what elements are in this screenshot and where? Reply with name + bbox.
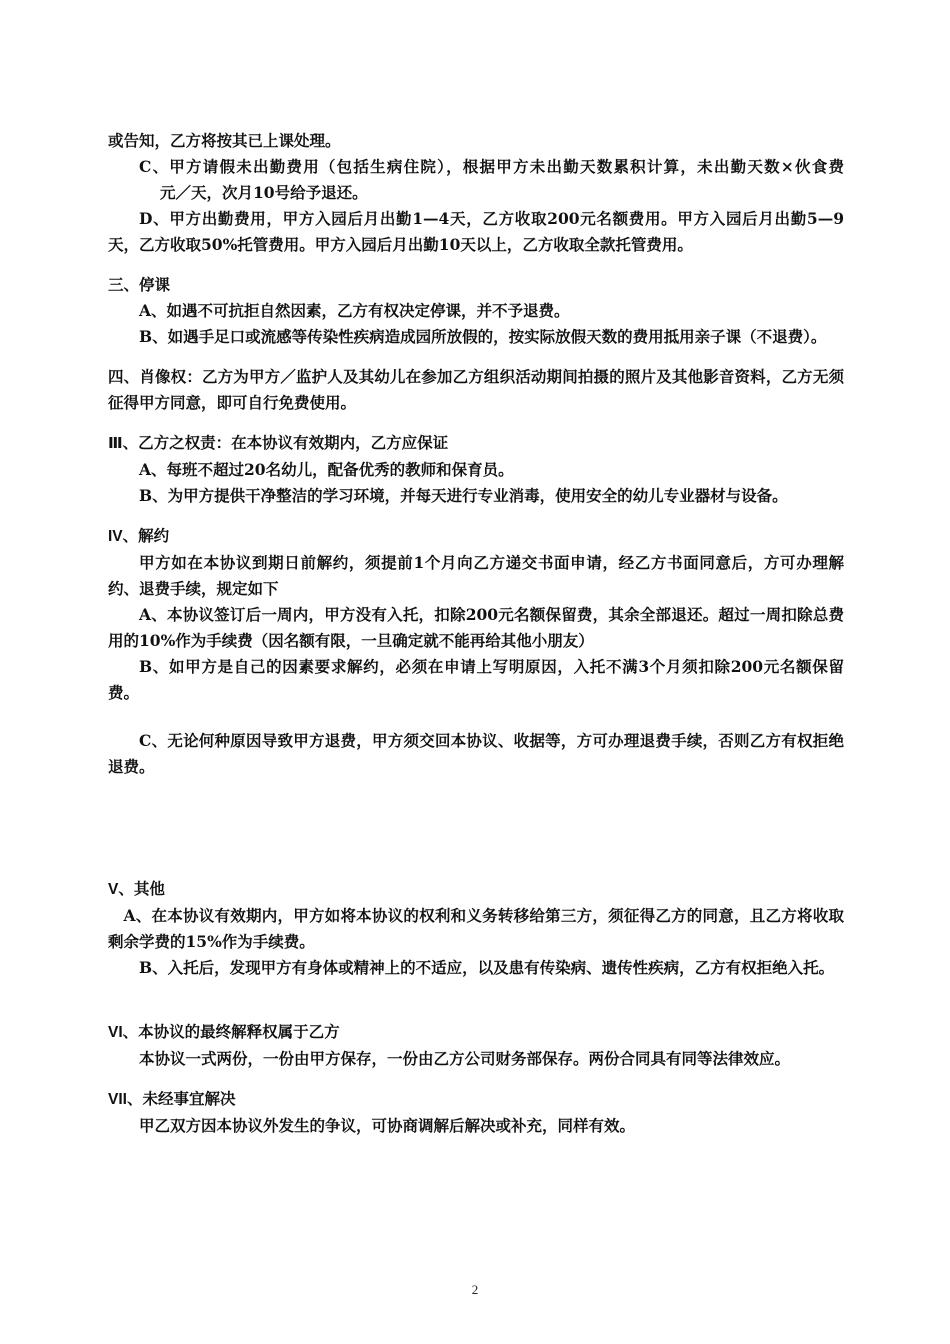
- section-v-numeral: V: [108, 881, 119, 898]
- section-vii-text: 甲乙双方因本协议外发生的争议，可协商调解后解决或补充，同样有效。: [139, 1116, 636, 1135]
- section-vi-heading: [108, 1019, 844, 1046]
- paragraph-continuation: 或告知，乙方将按其已上课处理。: [108, 131, 341, 150]
- clause-c-text-part2: 元／天，次月10号给予退还。: [160, 183, 368, 202]
- section-v-heading: [108, 876, 844, 903]
- section-3-clause-a: A、如遇不可抗拒自然因素，乙方有权决定停课，并不予退费。: [139, 301, 570, 320]
- section-v-clause-a: A、在本协议有效期内，甲方如将本协议的权利和义务转移给第三方，须征得乙方的同意，且乙方将收取剩余学费的15%作为手续费。: [108, 906, 844, 951]
- section-vii-heading: [108, 1086, 844, 1113]
- section-3-clause-b: B、如遇手足口或流感等传染性疾病造成园所放假的，按实际放假天数的费用抵用亲子课（不退费）。: [139, 327, 827, 346]
- section-iii-clause-b: B、为甲方提供干净整洁的学习环境，并每天进行专业消毒，使用安全的幼儿专业器材与设备。: [139, 486, 788, 505]
- section-iv-clause-c: C、无论何种原因导致甲方退费，甲方须交回本协议、收据等，方可办理退费手续，否则乙方有权拒绝退费。: [108, 731, 844, 776]
- clause-c-leave-fees: [108, 154, 844, 206]
- clause-d-attendance-fees: D、甲方出勤费用，甲方入园后月出勤1—4天，乙方收取200元名额费用。甲方入园后月出勤5—9天，乙方收取50%托管费用。甲方入园后月出勤10天以上，乙方收取全款托管费用。: [108, 209, 844, 254]
- section-iii-numeral: Ⅲ: [108, 435, 123, 452]
- section-iii-heading: [108, 430, 844, 457]
- section-vi-text: 本协议一式两份，一份由甲方保存，一份由乙方公司财务部保存。两份合同具有同等法律效应。: [139, 1049, 791, 1068]
- section-vi-title: 、本协议的最终解释权属于乙方: [122, 1022, 340, 1041]
- section-vii-title: 、未经事宜解决: [126, 1089, 236, 1108]
- section-3-heading: 三、停课: [108, 275, 171, 294]
- section-4-portrait-rights: 四、肖像权：乙方为甲方／监护人及其幼儿在参加乙方组织活动期间拍摄的照片及其他影音资料，乙方无须征得甲方同意，即可自行免费使用。: [108, 367, 844, 412]
- page-number: 2: [471, 1282, 479, 1297]
- section-iv-title: 、解约: [122, 526, 170, 545]
- section-v-title: 、其他: [118, 879, 165, 898]
- section-vii-numeral: VII: [108, 1091, 127, 1108]
- section-iii-title: 、乙方之权责：在本协议有效期内，乙方应保证: [122, 433, 449, 452]
- section-iv-clause-b: B、如甲方是自己的因素要求解约，必须在申请上写明原因，入托不满3个月须扣除200元名额保留费。: [108, 657, 844, 702]
- section-iv-heading: [108, 523, 844, 550]
- clause-c-text-part1: C、甲方请假未出勤费用（包括生病住院），根据甲方未出勤天数累积计算，未出勤天数×伙食费: [139, 157, 844, 176]
- section-v-clause-b: B、入托后，发现甲方有身体或精神上的不适应，以及患有传染病、遗传性疾病，乙方有权拒绝入托。: [139, 958, 835, 977]
- section-iv-intro: 甲方如在本协议到期日前解约，须提前1个月向乙方递交书面申请，经乙方书面同意后，方可办理解约、退费手续，规定如下: [108, 553, 844, 598]
- section-iv-clause-a: A、本协议签订后一周内，甲方没有入托，扣除200元名额保留费，其余全部退还。超过一周扣除总费用的10%作为手续费（因名额有限，一旦确定就不能再给其他小朋友）: [108, 605, 844, 650]
- document-body: [108, 128, 844, 1139]
- section-iii-clause-a: A、每班不超过20名幼儿，配备优秀的教师和保育员。: [139, 460, 514, 479]
- section-iv-numeral: IV: [108, 528, 123, 545]
- section-vi-numeral: VI: [108, 1024, 123, 1041]
